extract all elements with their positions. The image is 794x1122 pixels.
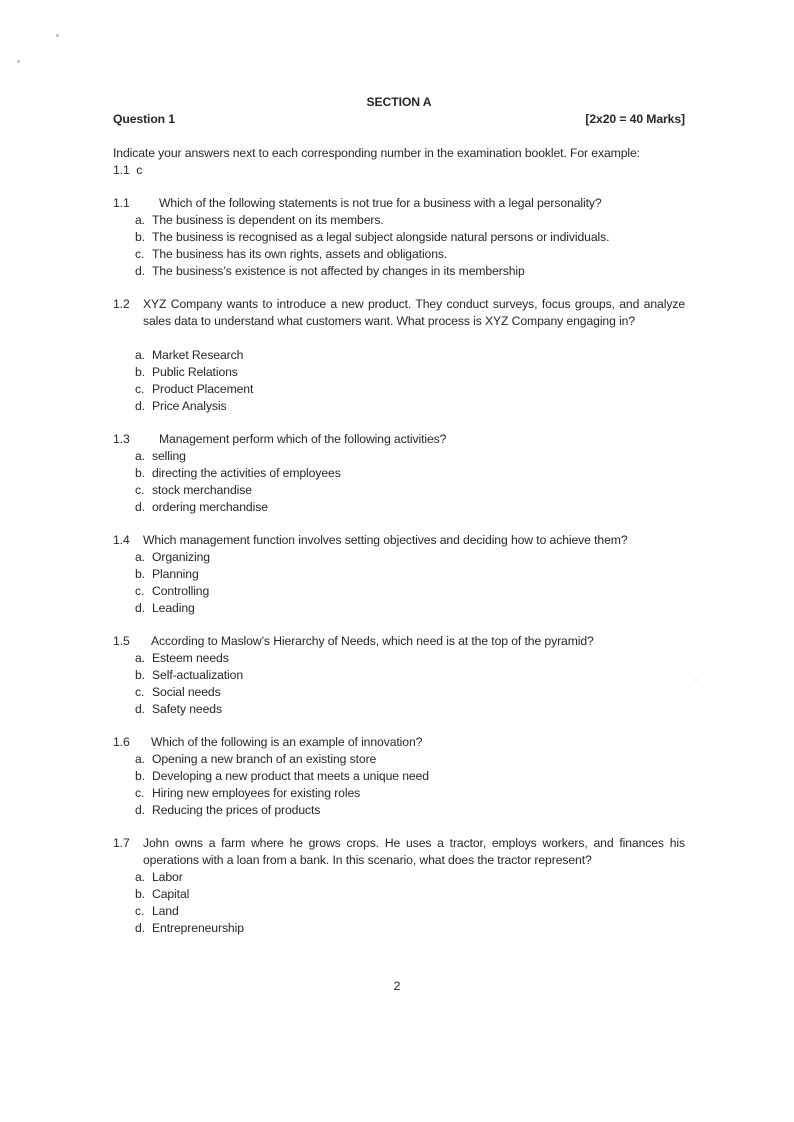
option-text: Planning [152, 567, 199, 581]
option-letter: b. [135, 769, 145, 783]
option-row [135, 499, 685, 516]
option-row [135, 667, 685, 684]
option-letter: c. [135, 483, 145, 497]
option-text: The business is dependent on its members. [152, 213, 384, 227]
question-1-1 [113, 195, 685, 280]
option-row [135, 398, 685, 415]
question-head [113, 532, 685, 549]
instructions-line: Indicate your answers next to each corresponding number in the examination booklet. For example: [113, 146, 640, 160]
option-text: Public Relations [152, 365, 238, 379]
option-text: Esteem needs [152, 651, 229, 665]
marks-label: [2x20 = 40 Marks] [585, 112, 685, 126]
option-text: selling [152, 449, 186, 463]
option-row [135, 650, 685, 667]
options-list [135, 650, 685, 718]
option-letter: a. [135, 550, 145, 564]
option-letter: c. [135, 904, 145, 918]
scan-speck [17, 60, 20, 63]
option-letter: d. [135, 500, 145, 514]
question-1-2 [113, 296, 685, 415]
question-head [113, 633, 685, 650]
question-number: 1.5 [113, 634, 130, 648]
option-row [135, 886, 685, 903]
option-row [135, 246, 685, 263]
question-label: Question 1 [113, 112, 175, 126]
option-row [135, 566, 685, 583]
option-text: stock merchandise [152, 483, 252, 497]
option-letter: d. [135, 803, 145, 817]
option-text: Labor [152, 870, 183, 884]
option-text: Controlling [152, 584, 210, 598]
option-row [135, 229, 685, 246]
question-head [113, 835, 685, 869]
option-letter: d. [135, 601, 145, 615]
option-row [135, 869, 685, 886]
options-list [135, 212, 685, 280]
question-text: John owns a farm where he grows crops. He uses a tractor, employs workers, and finances his operations with a loan from a bank. In this scenario, what does the tractor represent? [143, 836, 685, 867]
option-letter: c. [135, 382, 145, 396]
option-text: The business is recognised as a legal subject alongside natural persons or individuals. [152, 230, 610, 244]
option-row [135, 684, 685, 701]
option-text: ordering merchandise [152, 500, 268, 514]
option-letter: a. [135, 213, 145, 227]
option-row [135, 465, 685, 482]
option-letter: b. [135, 668, 145, 682]
instructions [113, 145, 685, 179]
question-number: 1.4 [113, 533, 130, 547]
option-letter: b. [135, 230, 145, 244]
question-1-5 [113, 633, 685, 718]
option-letter: a. [135, 870, 145, 884]
question-head [113, 431, 685, 448]
option-text: Product Placement [152, 382, 254, 396]
question-text: Which of the following statements is not true for a business with a legal personality? [159, 196, 602, 210]
option-letter: b. [135, 365, 145, 379]
option-text: directing the activities of employees [152, 466, 341, 480]
question-text: According to Maslow’s Hierarchy of Needs, which need is at the top of the pyramid? [151, 634, 594, 648]
option-row [135, 347, 685, 364]
option-text: The business has its own rights, assets and obligations. [152, 247, 448, 261]
options-list [135, 869, 685, 937]
option-text: Self-actualization [152, 668, 244, 682]
option-row [135, 381, 685, 398]
option-row [135, 263, 685, 280]
option-row [135, 549, 685, 566]
option-text: Reducing the prices of products [152, 803, 321, 817]
question-text: Management perform which of the following activities? [159, 432, 447, 446]
option-letter: b. [135, 466, 145, 480]
option-letter: d. [135, 702, 145, 716]
question-1-4 [113, 532, 685, 617]
option-row [135, 583, 685, 600]
question-number: 1.6 [113, 735, 130, 749]
page-number: 2 [393, 979, 401, 993]
options-list [135, 549, 685, 617]
option-letter: d. [135, 264, 145, 278]
option-text: The business’s existence is not affected by changes in its membership [152, 264, 525, 278]
option-letter: a. [135, 752, 145, 766]
option-row [135, 920, 685, 937]
option-letter: b. [135, 567, 145, 581]
option-letter: d. [135, 921, 145, 935]
options-list [135, 448, 685, 516]
question-head [113, 195, 685, 212]
question-1-6 [113, 734, 685, 819]
exam-page-content [113, 94, 685, 937]
option-letter: a. [135, 449, 145, 463]
option-text: Developing a new product that meets a unique need [152, 769, 429, 783]
option-letter: c. [135, 786, 145, 800]
option-letter: b. [135, 887, 145, 901]
question-number: 1.7 [113, 836, 130, 850]
question-head [113, 296, 685, 347]
option-row [135, 364, 685, 381]
option-row [135, 701, 685, 718]
question-text: Which of the following is an example of innovation? [151, 735, 423, 749]
option-text: Social needs [152, 685, 221, 699]
option-text: Organizing [152, 550, 210, 564]
option-text: Entrepreneurship [152, 921, 244, 935]
option-text: Price Analysis [152, 399, 227, 413]
scan-speck [56, 34, 59, 37]
section-title: SECTION A [366, 95, 432, 109]
option-text: Market Research [152, 348, 244, 362]
option-letter: c. [135, 584, 145, 598]
option-text: Leading [152, 601, 195, 615]
option-row [135, 785, 685, 802]
option-text: Capital [152, 887, 190, 901]
option-row [135, 600, 685, 617]
option-row [135, 212, 685, 229]
question-head [113, 734, 685, 751]
option-text: Safety needs [152, 702, 222, 716]
option-text: Hiring new employees for existing roles [152, 786, 361, 800]
option-letter: a. [135, 651, 145, 665]
option-text: Land [152, 904, 179, 918]
option-row [135, 802, 685, 819]
question-text: XYZ Company wants to introduce a new product. They conduct surveys, focus groups, and analyze sales data to understand what customers want. What process is XYZ Company engaging in? [143, 297, 685, 328]
option-letter: c. [135, 685, 145, 699]
options-list [135, 751, 685, 819]
option-row [135, 482, 685, 499]
scan-speck [695, 679, 697, 681]
option-letter: a. [135, 348, 145, 362]
option-letter: c. [135, 247, 145, 261]
options-list [135, 347, 685, 415]
instructions-example: 1.1 c [113, 163, 143, 177]
question-number: 1.2 [113, 297, 130, 311]
option-letter: d. [135, 399, 145, 413]
option-row [135, 448, 685, 465]
question-number: 1.3 [113, 432, 130, 446]
question-number: 1.1 [113, 196, 130, 210]
question-1-7 [113, 835, 685, 937]
option-text: Opening a new branch of an existing store [152, 752, 377, 766]
question-header-row [113, 111, 685, 128]
option-row [135, 903, 685, 920]
option-row [135, 751, 685, 768]
question-1-3 [113, 431, 685, 516]
option-row [135, 768, 685, 785]
question-text: Which management function involves setting objectives and deciding how to achieve them? [143, 533, 628, 547]
